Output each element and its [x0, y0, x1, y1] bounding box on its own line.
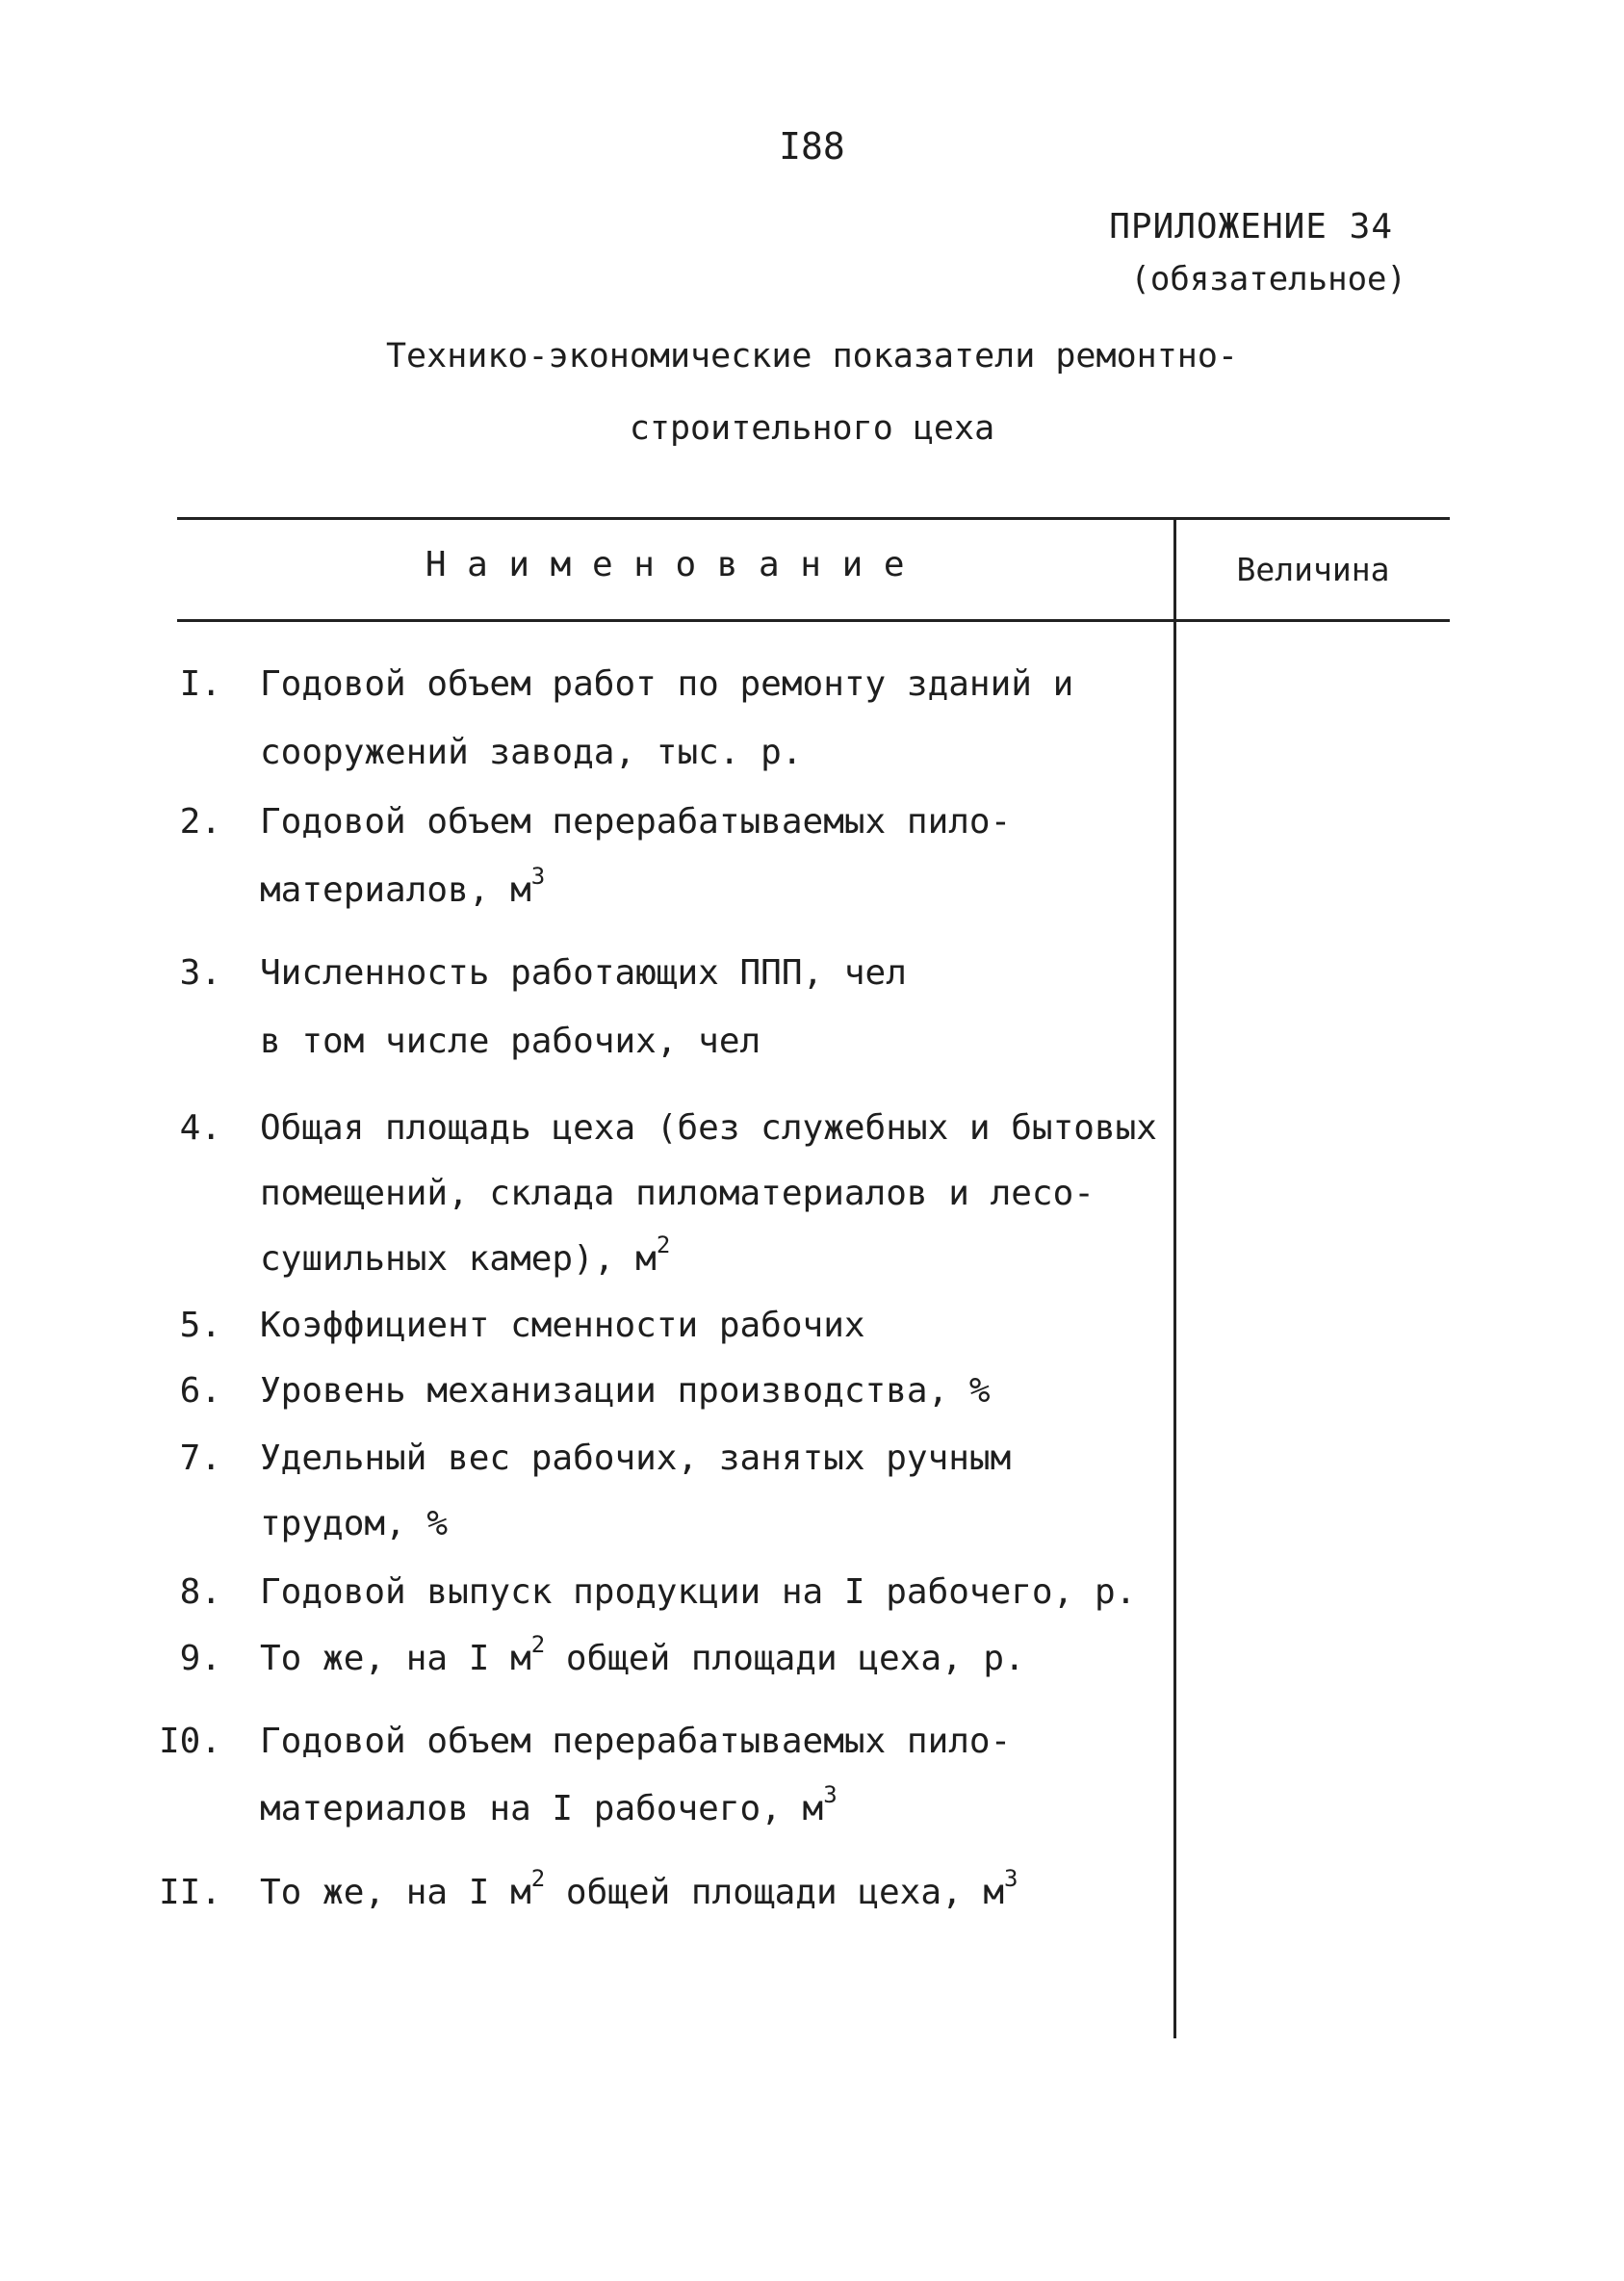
- row-text-with-unit: [260, 1231, 671, 1279]
- row-text: общей площади цеха, р.: [545, 1639, 1025, 1678]
- row-text: То же, на I м: [260, 1639, 531, 1678]
- row-number: I0.: [158, 1722, 221, 1761]
- row-text: Удельный вес рабочих, занятых ручным: [260, 1439, 1012, 1478]
- row-number: 9.: [179, 1639, 221, 1678]
- table-column-divider: [1173, 517, 1176, 2038]
- table-header-rule: [177, 619, 1450, 622]
- unit-exponent: 3: [1004, 1865, 1018, 1892]
- row-text-with-unit: [260, 863, 546, 910]
- row-number: 6.: [179, 1371, 221, 1411]
- row-text: сооружений завода, тыс. р.: [260, 733, 803, 772]
- row-number: II.: [158, 1873, 221, 1912]
- row-number: 4.: [179, 1108, 221, 1148]
- row-text: То же, на I м: [260, 1873, 531, 1912]
- row-text-with-unit: [260, 1631, 1025, 1678]
- row-text: Уровень механизации производства, %: [260, 1371, 991, 1411]
- unit-exponent: 3: [530, 863, 546, 890]
- row-text: Годовой объем перерабатываемых пило-: [260, 1722, 1012, 1761]
- row-text: Годовой объем перерабатываемых пило-: [260, 802, 1012, 842]
- row-number: 7.: [179, 1439, 221, 1478]
- unit-exponent: 2: [656, 1231, 671, 1258]
- row-text-with-unit: [260, 1865, 1018, 1912]
- row-text: Численность работающих ППП, чел: [260, 953, 907, 993]
- row-text: Годовой выпуск продукции на I рабочего, р.: [260, 1572, 1137, 1612]
- row-text: помещений, склада пиломатериалов и лесо-: [260, 1174, 1095, 1213]
- row-number: 5.: [179, 1306, 221, 1345]
- row-number: I.: [179, 664, 221, 704]
- row-text: Коэффициент сменности рабочих: [260, 1306, 865, 1345]
- table-top-rule: [177, 517, 1450, 520]
- row-text: в том числе рабочих, чел: [260, 1022, 761, 1061]
- unit-exponent: 2: [530, 1865, 546, 1892]
- row-text-with-unit: [260, 1781, 838, 1828]
- row-text: материалов на I рабочего, м: [260, 1789, 824, 1828]
- document-title-line-2: строительного цеха: [629, 409, 995, 448]
- row-number: 2.: [179, 802, 221, 842]
- unit-exponent: 3: [823, 1781, 838, 1808]
- document-title-line-1: Технико-экономические показатели ремонтно-: [385, 337, 1238, 376]
- row-number: 3.: [179, 953, 221, 993]
- unit-exponent: 2: [530, 1631, 546, 1658]
- page-number: I88: [779, 125, 845, 168]
- row-text: сушильных камер), м: [260, 1239, 657, 1279]
- row-text: трудом, %: [260, 1504, 449, 1543]
- row-text: Годовой объем работ по ремонту зданий и: [260, 664, 1074, 704]
- appendix-title: ПРИЛОЖЕНИЕ 34: [1109, 207, 1393, 246]
- row-text: общей площади цеха, м: [545, 1873, 1005, 1912]
- row-text: Общая площадь цеха (без служебных и бытовых: [260, 1108, 1157, 1148]
- column-header-value: Величина: [1236, 551, 1390, 588]
- row-text: материалов, м: [260, 870, 531, 910]
- column-header-name: Наименование: [425, 545, 926, 584]
- row-number: 8.: [179, 1572, 221, 1612]
- appendix-note: (обязательное): [1130, 260, 1406, 298]
